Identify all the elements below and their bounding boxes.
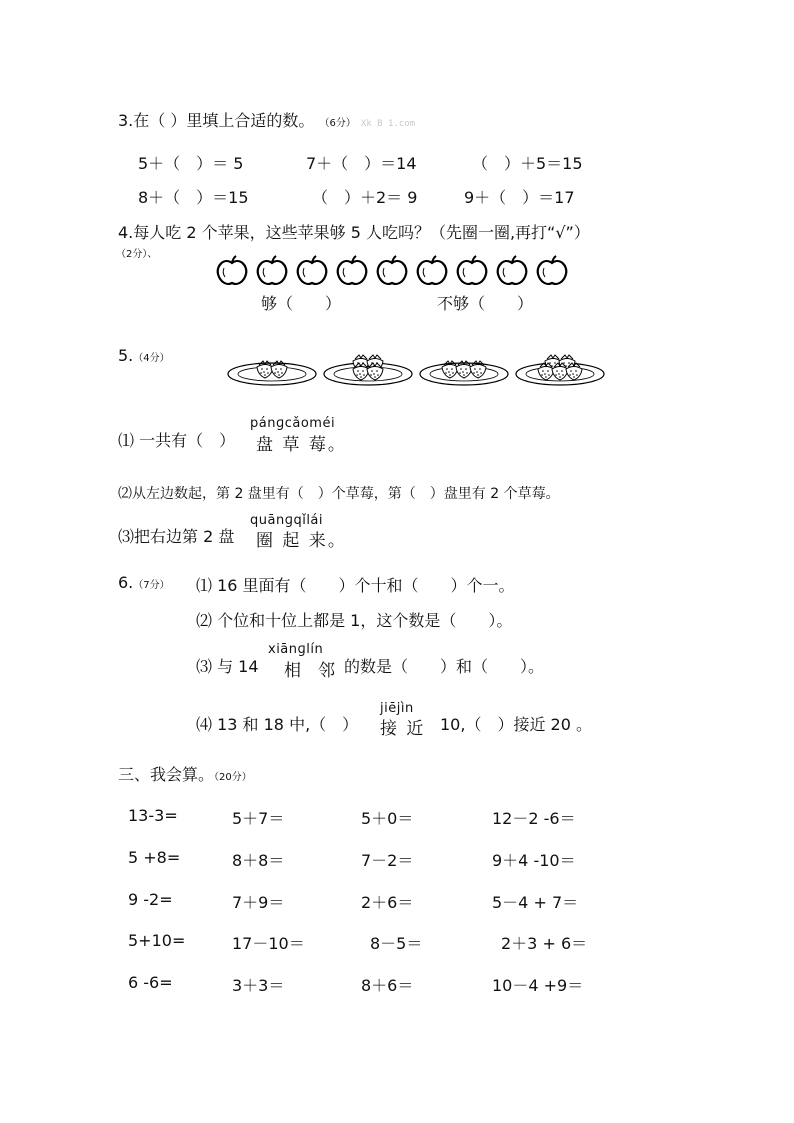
strawberry-plate xyxy=(324,355,412,385)
q5-s3-post: 。 xyxy=(327,531,347,551)
q6-title xyxy=(118,573,170,592)
q3-r1c3: （ ）＋5＝15 xyxy=(472,154,583,173)
q5-s3-pre: ⑶把右边第 2 盘 xyxy=(118,527,235,546)
calc-r4c4: 2＋3 + 6＝ xyxy=(501,934,588,953)
calc-r2c2: 8＋8＝ xyxy=(232,851,285,870)
section3-title-text: 三、我会算。 xyxy=(118,765,215,784)
q6-s4-hanzi: 接 近 xyxy=(380,719,426,739)
calc-r1c4: 12－2 -6＝ xyxy=(492,809,576,828)
calc-r3c2: 7＋9＝ xyxy=(232,893,285,912)
q4-option-not-enough: 不够（ ） xyxy=(437,294,534,313)
q6-score: （7分） xyxy=(133,580,170,591)
calc-r3c1: 9 -2= xyxy=(128,890,173,909)
q5-s1-hanzi-text: 盘 草 莓 xyxy=(256,435,328,455)
q3-r2c3: 9＋（ ）＝17 xyxy=(464,188,575,207)
q5-s3-hanzi-text: 圈 起 来 xyxy=(256,531,328,551)
q6-s3-pinyin: xiānɡlín xyxy=(268,642,324,657)
calc-r5c3: 8＋6＝ xyxy=(361,976,414,995)
q5-score: （4分） xyxy=(133,353,170,364)
q6-s1: ⑴ 16 里面有（ ）个十和（ ）个一。 xyxy=(196,576,515,595)
q6-s3-pre: ⑶ 与 14 xyxy=(196,657,259,676)
calc-r2c4: 9＋4 -10＝ xyxy=(492,851,576,870)
calc-r4c1: 5+10= xyxy=(128,931,186,950)
calc-r5c1: 6 -6= xyxy=(128,973,173,992)
q4-option-enough: 够（ ） xyxy=(261,294,342,313)
calc-r5c4: 10－4 +9＝ xyxy=(492,976,584,995)
q5-title-text: 5. xyxy=(118,346,134,365)
q3-score: （6分） xyxy=(319,118,356,129)
calc-r3c3: 2＋6＝ xyxy=(361,893,414,912)
q6-s4-pre: ⑷ 13 和 18 中,（ ） xyxy=(196,715,359,734)
calc-r2c3: 7－2＝ xyxy=(361,851,414,870)
q5-s1-hanzi xyxy=(256,430,347,455)
q5-s3-hanzi xyxy=(256,526,347,551)
calc-r5c2: 3＋3＝ xyxy=(232,976,285,995)
calc-r3c4: 5－4 + 7＝ xyxy=(492,893,579,912)
q5-s1 xyxy=(118,428,235,451)
q3-r2c2: （ ）＋2＝ 9 xyxy=(312,188,418,207)
section3-score: （20分） xyxy=(214,772,252,783)
strawberry-plate xyxy=(420,361,508,385)
strawberry-plate xyxy=(228,361,316,385)
calc-r1c2: 5＋7＝ xyxy=(232,809,285,828)
q5-s1-pinyin: pánɡcǎoméi xyxy=(250,416,336,431)
q6-s3-hanzi xyxy=(284,656,335,681)
q5-s1-pre: ⑴ 一共有（ ） xyxy=(118,431,236,450)
q6-s4-pinyin: jiējìn xyxy=(380,701,414,716)
q5-s3-pinyin: quānɡqǐlái xyxy=(250,513,324,528)
q6-s4-post: 10,（ ）接近 20 。 xyxy=(440,715,592,734)
q6-s2: ⑵ 个位和十位上都是 1，这个数是（ ）。 xyxy=(196,611,513,630)
q3-r2c1: 8＋（ ）＝15 xyxy=(138,188,249,207)
q5-s2: ⑵从左边数起，第 2 盘里有（ ）个草莓，第（ ）盘里有 2 个草莓。 xyxy=(118,486,560,502)
q3-r1c2: 7＋（ ）＝14 xyxy=(306,154,417,173)
q4-title: 4.每人吃 2 个苹果，这些苹果够 5 人吃吗？（先圈一圈,再打“√”） xyxy=(118,223,590,242)
watermark: Xk B 1.com xyxy=(360,119,416,129)
calc-r2c1: 5 +8= xyxy=(128,848,181,867)
q3-r1c1: 5＋（ ）＝ 5 xyxy=(138,154,244,173)
calc-r1c3: 5＋0＝ xyxy=(361,809,414,828)
calc-r1c1: 13-3= xyxy=(128,806,178,825)
strawberry-plate xyxy=(516,355,604,385)
q6-s3-hanzi-text: 相 邻 xyxy=(284,661,335,681)
q4-score: （2分）、 xyxy=(116,249,158,260)
calc-r4c2: 17－10＝ xyxy=(232,934,305,953)
calc-r4c3: 8－5＝ xyxy=(370,934,423,953)
q5-s1-post: 。 xyxy=(327,435,347,455)
q6-s3-post: 的数是（ ）和（ ）。 xyxy=(344,657,545,676)
section3-title xyxy=(118,762,252,785)
q3-title-text: 3.在（ ）里填上合适的数。 xyxy=(118,111,315,130)
q6-title-text: 6. xyxy=(118,573,134,592)
